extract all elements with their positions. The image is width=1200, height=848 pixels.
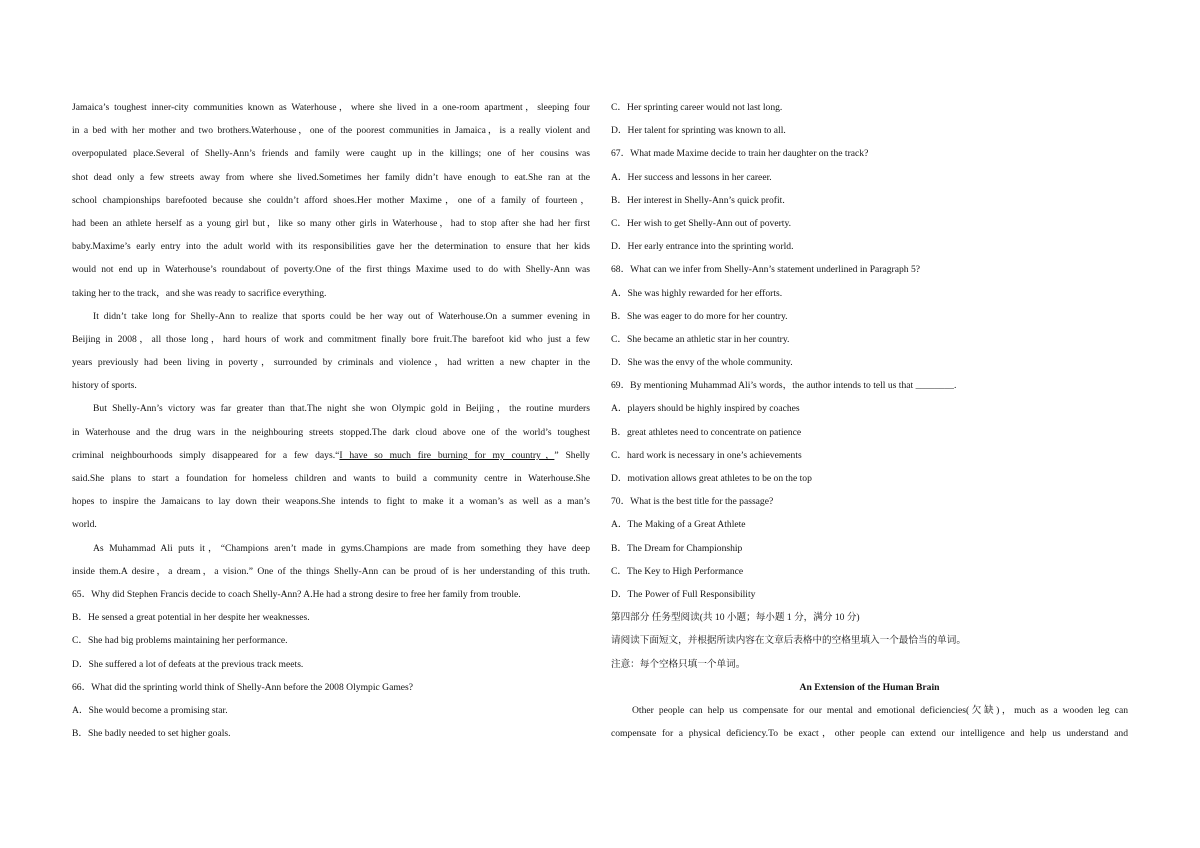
text-line: would not end up in Waterhouse’s roundabout of poverty.One of the first things Maxime used to do with Shelly-Ann was [72, 264, 590, 276]
text-line: 注意：每个空格只填一个单词。 [611, 658, 746, 670]
text-line: C．Her sprinting career would not last long. [611, 102, 783, 113]
text-line: compensate for a physical deficiency.To be exact，other people can extend our intelligence and help us understand and [611, 728, 1128, 740]
text-line: baby.Maxime’s early entry into the adult world with its responsibilities gave her the determination to ensure that her kids [72, 241, 590, 253]
underlined-statement: I have so much fire burning for my country， [339, 449, 555, 461]
text-line: B．He sensed a great potential in her despite her weaknesses. [72, 612, 310, 624]
text-line: D．The Power of Full Responsibility [611, 588, 756, 600]
text-line: shot dead only a few streets away from where she lived.Sometimes her family didn’t have enough to eat.She ran at the [72, 171, 590, 183]
text-line: 65．Why did Stephen Francis decide to coach Shelly-Ann? A.He had a strong desire to free her family from trouble. [72, 588, 521, 600]
right-column [611, 96, 1128, 745]
text-line: had been an athlete herself as a young girl but，like so many other girls in Waterhouse，had to stop after she had her first [72, 217, 590, 229]
text-line: history of sports. [72, 380, 137, 392]
text-line: C．She became an athletic star in her country. [611, 333, 790, 345]
text-line [72, 444, 590, 467]
text-line: D．Her early entrance into the sprinting world. [611, 241, 794, 253]
text-line: 70．What is the best title for the passage? [611, 496, 774, 508]
passage-title: An Extension of the Human Brain [799, 681, 940, 693]
text-line: hopes to inspire the Jamaicans to lay down their weapons.She intends to fight to make it a woman’s as well as a man’s [72, 496, 590, 508]
text-line: C．Her wish to get Shelly-Ann out of poverty. [611, 217, 792, 229]
text-line: C．hard work is necessary in one’s achievements [611, 449, 802, 461]
text-line: B．She badly needed to set higher goals. [72, 728, 231, 740]
text-line: inside them.A desire，a dream，a vision.” One of the things Shelly-Ann can be proud of is her understanding of this truth. [72, 565, 590, 577]
text-line: B．Her interest in Shelly-Ann’s quick profit. [611, 194, 785, 206]
text-line: C．She had big problems maintaining her performance. [72, 635, 288, 647]
text-line: B．She was eager to do more for her country. [611, 310, 788, 322]
text-line: It didn’t take long for Shelly-Ann to realize that sports could be her way out of Waterhouse.On a summer evening in [93, 310, 590, 322]
text-line: overpopulated place.Several of Shelly-Ann’s friends and family were caught up in the killings; one of her cousins was [72, 148, 590, 160]
text-line: Beijing in 2008，all those long，hard hours of work and commitment finally bore fruit.The barefoot kid who just a few [72, 333, 590, 345]
text-line: 69．By mentioning Muhammad Ali’s words，the author intends to tell us that ________. [611, 380, 957, 392]
text-line: 67．What made Maxime decide to train her daughter on the track? [611, 148, 869, 160]
text-line: taking her to the track，and she was ready to sacrifice everything. [72, 287, 327, 299]
text-line: Jamaica’s toughest inner-city communities known as Waterhouse，where she lived in a one-room apartment，sleeping four [72, 102, 590, 113]
text-line: A．She would become a promising star. [72, 704, 228, 716]
text-line: world. [72, 519, 97, 531]
left-column [72, 96, 590, 745]
text-line: years previously had been living in poverty，surrounded by criminals and violence，had written a new chapter in the [72, 357, 590, 369]
text-line: in Waterhouse and the drug wars in the neighbouring streets stopped.The dark cloud above one of the world’s toughest [72, 426, 590, 438]
text-line: B．The Dream for Championship [611, 542, 743, 554]
text-line: A．Her success and lessons in her career. [611, 171, 772, 183]
text-line: B．great athletes need to concentrate on patience [611, 426, 802, 438]
text-segment: criminal neighbourhoods simply disappeared for a few days.“ [72, 449, 340, 461]
text-line: Other people can help us compensate for our mental and emotional deficiencies(欠缺)，much as a wooden leg can [632, 704, 1128, 716]
text-line: D．She was the envy of the whole community. [611, 357, 793, 369]
text-line: But Shelly-Ann’s victory was far greater than that.The night she won Olympic gold in Beijing，the routine murders [93, 403, 590, 415]
text-line: A．The Making of a Great Athlete [611, 519, 746, 531]
text-line: said.She plans to start a foundation for homeless children and wants to build a community centre in Waterhouse.She [72, 473, 590, 484]
text-line: A．players should be highly inspired by coaches [611, 403, 800, 415]
text-line: school championships barefooted because she couldn’t afford shoes.Her mother Maxime，one of a family of fourteen， [72, 194, 590, 206]
text-line: 请阅读下面短文，并根据所读内容在文章后表格中的空格里填入一个最恰当的单词。 [611, 635, 966, 647]
text-line: 66．What did the sprinting world think of Shelly-Ann before the 2008 Olympic Games? [72, 681, 414, 693]
text-segment: ” Shelly [554, 449, 590, 461]
text-line: 68．What can we infer from Shelly-Ann’s statement underlined in Paragraph 5? [611, 264, 921, 276]
text-line: 第四部分 任务型阅读(共 10 小题；每小题 1 分，满分 10 分) [611, 612, 860, 624]
text-line: D．Her talent for sprinting was known to all. [611, 125, 786, 137]
text-line: C．The Key to High Performance [611, 565, 744, 577]
text-line: As Muhammad Ali puts it，“Champions aren’t made in gyms.Champions are made from something they have deep [93, 542, 590, 554]
text-line: D．motivation allows great athletes to be on the top [611, 473, 812, 484]
text-line: D．She suffered a lot of defeats at the previous track meets. [72, 658, 304, 670]
text-line: A．She was highly rewarded for her efforts. [611, 287, 783, 299]
text-line: in a bed with her mother and two brothers.Waterhouse，one of the poorest communities in Jamaica，is a really violent and [72, 125, 590, 137]
